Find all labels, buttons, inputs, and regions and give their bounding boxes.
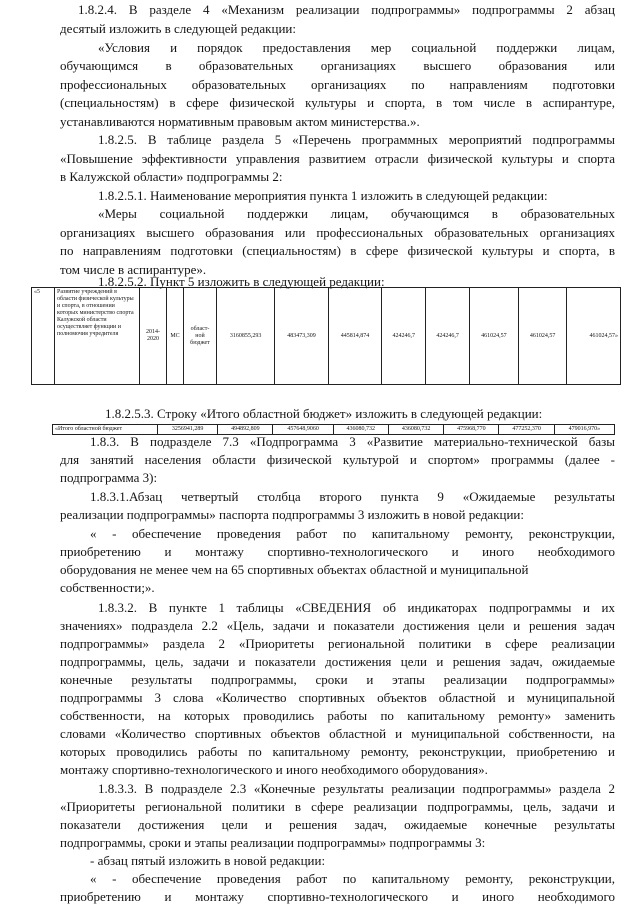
text-line: (специальностям) в сфере физической культуры и спорта, в том числе в аспирантуре,: [60, 95, 615, 110]
text-line: собственности, на которых проводились работы по капитальному ремонту» заменить: [60, 708, 615, 723]
text-line: профессиональных образовательных организациях по направлениям подготовки: [60, 77, 615, 92]
total-2018: 475968,770: [444, 425, 499, 435]
text-line: устанавливаются нормативным правовым актом министерства.».: [60, 114, 420, 129]
text-line: приобретению и монтажу спортивно-технологического и иного необходимого: [60, 544, 615, 559]
text-line: 1.8.3.1.Абзац четвертый столбца второго пункта 9 «Ожидаемые результаты: [90, 489, 615, 504]
table-row: [32, 288, 621, 385]
text-line: показатели достижения цели и решения задач, ожидаемые конечные результаты: [60, 817, 615, 832]
text-line: приобретению и монтажу спортивно-технологического и иного необходимого: [60, 889, 615, 904]
text-line: для занятий населения области физической культурой и спортом» программы (далее -: [60, 452, 615, 467]
text-line: 1.8.3.3. В подразделе 2.3 «Конечные результаты реализации подпрограммы» раздела 2: [98, 781, 615, 796]
text-line: монтажу спортивно-технологического и иного необходимого оборудования».: [60, 762, 488, 777]
total-2019: 477252,370: [499, 425, 554, 435]
text-line: «Приоритеты региональной политики в сфере реализации подпрограммы, цель, задачи и: [60, 799, 615, 814]
table-row: [53, 425, 615, 435]
total-2020: 479016,970»: [554, 425, 614, 435]
text-line: «Условия и порядок предоставления мер социальной поддержки лицам,: [98, 40, 615, 55]
period: 2014-2020: [140, 288, 167, 385]
total-2014: 494892,809: [218, 425, 273, 435]
total-2015: 457648,9060: [273, 425, 333, 435]
text-line: подпрограммы 3 слова «Количество спортивных объектов областной и муниципальной: [60, 690, 615, 705]
text-line: подпрограммы» раздела 2 «Приоритеты региональной политики в сфере реализации: [60, 636, 615, 651]
text-line: 1.8.3.2. В пункте 1 таблицы «СВЕДЕНИЯ об индикаторах подпрограммы и их: [98, 600, 615, 615]
value-total: 3160855,293: [217, 288, 275, 385]
row-number: «5: [32, 288, 55, 385]
value-2017: 424246,7: [426, 288, 470, 385]
text-line: значениях» подраздела 2.2 «Цель, задачи и показатели достижения цели и решения задач: [60, 618, 615, 633]
text-line: том числе в аспирантуре».: [60, 262, 207, 277]
activity-name: Развитие учреждений в области физической культуры и спорта, в отношении которых министерство спорта Калужской области осуществляет функции и полномочия учредителя: [55, 288, 140, 385]
text-line: подпрограмма 3):: [60, 470, 158, 485]
table-point-5: [31, 287, 621, 385]
total-2017: 436080,732: [388, 425, 443, 435]
text-line: конечные результаты подпрограммы, сроки и этапы реализации подпрограммы»: [60, 672, 615, 687]
text-line: которых проводились работы по капитальному ремонту, реконструкции, приобретению и: [60, 744, 615, 759]
text-line: обучающимся в образовательных организациях высшего образования или: [60, 58, 615, 73]
text-line: «Меры социальной поддержки лицам, обучающимся в образовательных: [98, 206, 615, 221]
total-label: «Итого областной бюджет: [53, 425, 158, 435]
funding-source: област-ной бюджет: [184, 288, 217, 385]
text-line: 1.8.2.4. В разделе 4 «Механизм реализации подпрограммы» подпрограммы 2 абзац: [78, 2, 615, 17]
value-2016: 424246,7: [382, 288, 426, 385]
text-line: «Повышение эффективности управления развитием отрасли физической культуры и спорта: [60, 151, 615, 166]
text-line: « - обеспечение проведения работ по капитальному ремонту, реконструкции,: [90, 871, 615, 886]
text-line: - абзац пятый изложить в новой редакции:: [90, 853, 326, 868]
text-line: « - обеспечение проведения работ по капитальному ремонту, реконструкции,: [90, 526, 615, 541]
text-line: оборудования не менее чем на 65 спортивных объектах областной и муниципальной: [60, 562, 529, 577]
text-line: 1.8.3. В подразделе 7.3 «Подпрограмма 3 «Развитие материально-технической базы: [90, 434, 615, 449]
text-line: 1.8.2.5. В таблице раздела 5 «Перечень программных мероприятий подпрограммы: [98, 132, 615, 147]
text-line: собственности;».: [60, 580, 155, 595]
total-2016: 436080,732: [333, 425, 388, 435]
value-2020: 461024,57»: [567, 288, 621, 385]
text-line: подпрограммы, цель, задачи и показатели достижения цели и решения задач, ожидаемые: [60, 654, 615, 669]
text-line: словами «Количество спортивных объектов областной и муниципальной собственности, на: [60, 726, 615, 741]
value-2019: 461024,57: [518, 288, 567, 385]
text-line: подпрограммы, сроки и этапы реализации подпрограммы» подпрограммы 3:: [60, 835, 486, 850]
executor: МС: [167, 288, 184, 385]
text-line: 1.8.2.5.2. Пункт 5 изложить в следующей редакции:: [98, 274, 385, 289]
value-2018: 461024,57: [470, 288, 519, 385]
text-line: в Калужской области» подпрограммы 2:: [60, 169, 283, 184]
value-2015: 445814,874: [328, 288, 381, 385]
text-line: 1.8.2.5.1. Наименование мероприятия пункта 1 изложить в следующей редакции:: [98, 188, 548, 203]
text-line: по направлениям подготовки (специальностям) в сфере физической культуры и спорта, в: [60, 243, 615, 258]
text-line: 1.8.2.5.3. Строку «Итого областной бюджет» изложить в следующей редакции:: [105, 406, 543, 421]
text-line: реализации подпрограммы» паспорта подпрограммы 3 изложить в новой редакции:: [60, 507, 525, 522]
value-2014: 483473,309: [275, 288, 328, 385]
text-line: организациях высшего образования или профессиональных образовательных организациях: [60, 225, 615, 240]
total-value: 3256941,289: [158, 425, 218, 435]
table-total-row: [52, 424, 615, 435]
text-line: десятый изложить в следующей редакции:: [60, 21, 296, 36]
